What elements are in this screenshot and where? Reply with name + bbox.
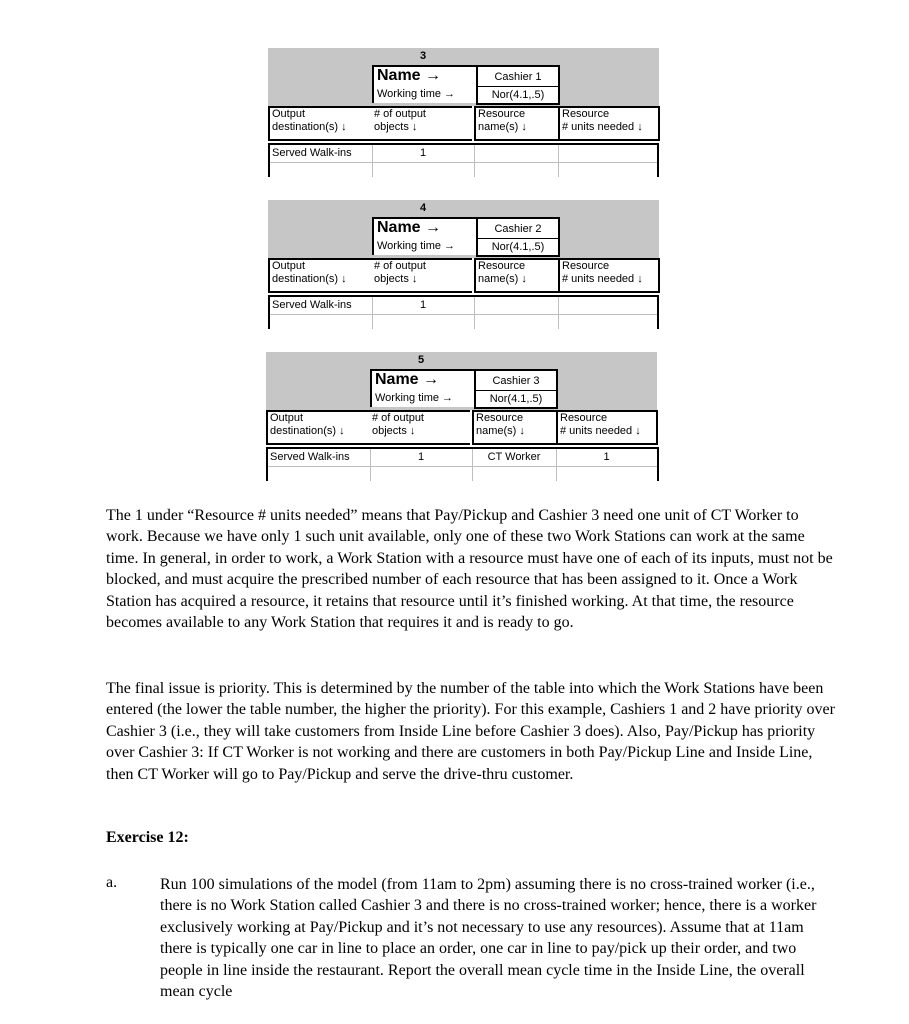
workstation-table-4 — [268, 200, 659, 329]
table-number: 5 — [417, 354, 425, 366]
header-resource-units: Resource # units needed ↓ — [558, 258, 660, 293]
name-label: Name → — [375, 371, 440, 388]
header-resource-names: Resource name(s) ↓ — [472, 410, 557, 445]
cell-resource-units — [558, 297, 659, 313]
cell-resource-name — [474, 145, 558, 161]
name-value: Cashier 1 — [494, 71, 542, 83]
cell-resource-name — [474, 297, 558, 313]
header-resource-units: Resource # units needed ↓ — [558, 106, 660, 141]
header-output-objects: # of output objects ↓ — [372, 106, 472, 141]
cell-resource-name: CT Worker — [487, 451, 541, 463]
name-value: Cashier 2 — [494, 223, 542, 235]
working-time-value: Nor(4.1,.5) — [491, 89, 545, 101]
working-time-value: Nor(4.1,.5) — [489, 393, 543, 405]
item-a-label: a. — [106, 874, 118, 891]
table-row — [268, 145, 659, 161]
name-label: Name → — [377, 67, 442, 84]
table-row — [268, 297, 659, 313]
paragraph-resource-explanation: The 1 under “Resource # units needed” means that Pay/Pickup and Cashier 3 need one unit of CT Worker to work. Because we have only 1 such unit available, only one of these two Work Stations can work at the same time. In general, in order to work, a Work Station with a resource must have one of each of its inputs, must not be blocked, and must acquire the prescribed number of each resource that has been assigned to it. Once a Work Station has acquired a resource, it retains that resource until it’s finished working. At that time, the resource becomes available to any Work Station that requires it and is ready to go. — [106, 507, 833, 632]
workstation-table-5 — [266, 352, 657, 481]
header-resource-names: Resource name(s) ↓ — [474, 258, 559, 293]
working-time-value: Nor(4.1,.5) — [491, 241, 545, 253]
header-resource-names: Resource name(s) ↓ — [474, 106, 559, 141]
table-number: 3 — [419, 50, 427, 62]
cell-resource-units: 1 — [603, 451, 610, 463]
working-time-label: Working time → — [377, 88, 456, 100]
working-time-label: Working time → — [377, 240, 456, 252]
exercise-heading: Exercise 12: — [106, 829, 189, 846]
working-time-label: Working time → — [375, 392, 454, 404]
name-value: Cashier 3 — [492, 375, 540, 387]
cell-objects: 1 — [417, 451, 425, 463]
paragraph-priority: The final issue is priority. This is determined by the number of the table into which the Work Stations have been entered (the lower the table number, the higher the priority). For this example, Cashiers 1 and 2 have priority over Cashier 3 (i.e., they will take customers from Inside Line before Cashier 3 does). Also, Pay/Pickup has priority over Cashier 3: If CT Worker is not working and there are customers in both Pay/Pickup Line and Inside Line, then CT Worker will go to Pay/Pickup and serve the drive-thru customer. — [106, 680, 835, 783]
cell-output: Served Walk-ins — [268, 297, 370, 313]
cell-objects: 1 — [419, 299, 427, 311]
header-output-destinations: Output destination(s) ↓ — [266, 410, 371, 445]
item-a-text: Run 100 simulations of the model (from 11am to 2pm) assuming there is no cross-trained worker (i.e., there is no Work Station called Cashier 3 and there is no cross-trained worker; hence, there is a worker exclusively working at Pay/Pickup and it’s not necessary to use any resources). Assume that at 11am there is typically one car in line to place an order, one car in line to pay/pick up their order, and two people in line inside the restaurant. Report the overall mean cycle time in the Inside Line, the overall mean cycle — [160, 876, 817, 1001]
cell-resource-units — [558, 145, 659, 161]
cell-output: Served Walk-ins — [268, 145, 370, 161]
header-output-destinations: Output destination(s) ↓ — [268, 106, 373, 141]
header-output-objects: # of output objects ↓ — [372, 258, 472, 293]
table-number: 4 — [419, 202, 427, 214]
header-output-objects: # of output objects ↓ — [370, 410, 470, 445]
table-row — [266, 449, 659, 465]
cell-objects: 1 — [419, 147, 427, 159]
name-label: Name → — [377, 219, 442, 236]
header-output-destinations: Output destination(s) ↓ — [268, 258, 373, 293]
header-resource-units: Resource # units needed ↓ — [556, 410, 658, 445]
workstation-table-3 — [268, 48, 659, 177]
cell-output: Served Walk-ins — [266, 449, 368, 465]
